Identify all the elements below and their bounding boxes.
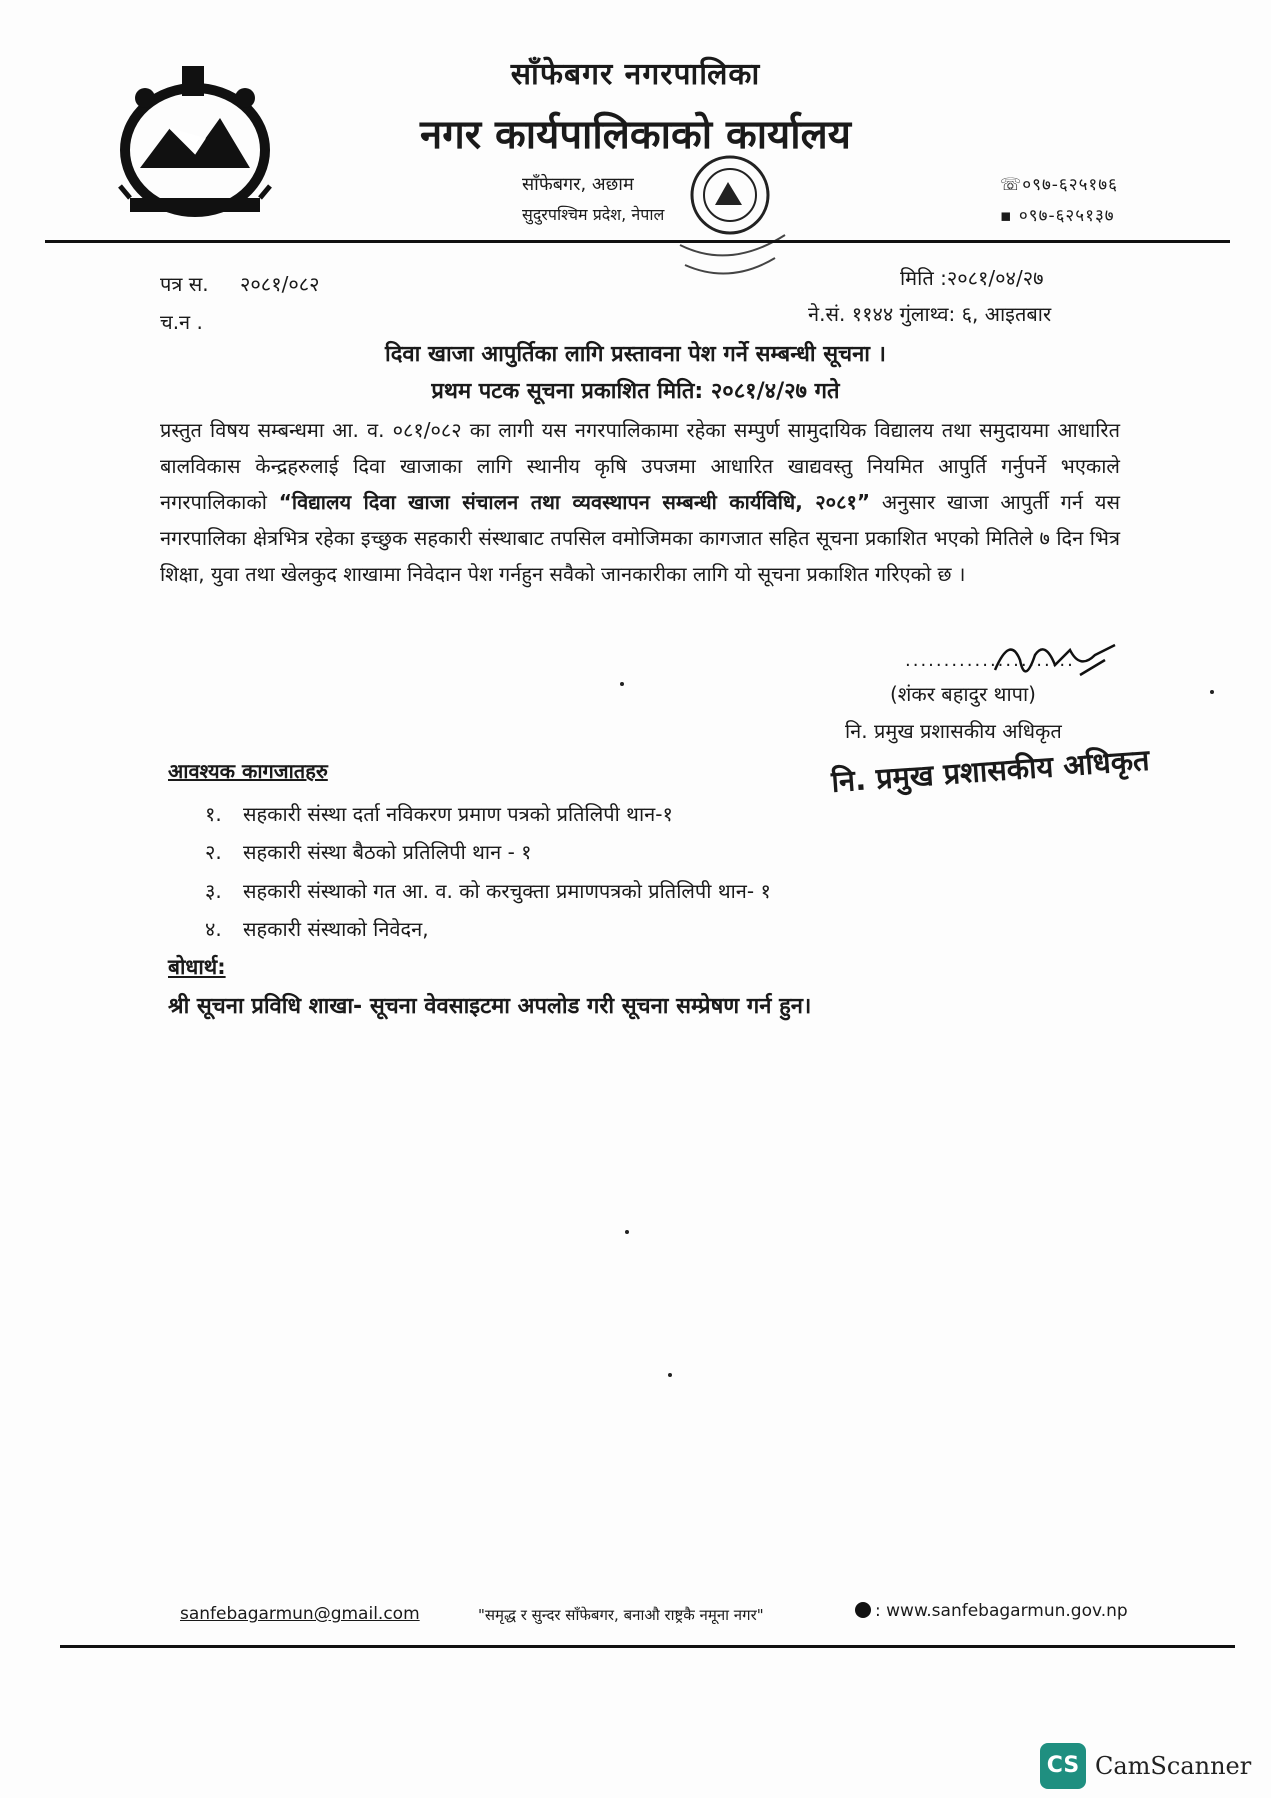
scan-speck — [625, 1230, 629, 1234]
municipality-name: साँफेबगर नगरपालिका — [510, 57, 761, 92]
first-publication-date: प्रथम पटक सूचना प्रकाशित मिति: २०८१/४/२७ गते — [431, 379, 840, 404]
signatory-stamp: नि. प्रमुख प्रशासकीय अधिकृत — [830, 742, 1151, 799]
bodhartha-recipient: श्री सूचना प्रविधि शाखा- सूचना वेवसाइटमा अपलोड गरी सूचना सम्प्रेषण गर्न हुन। — [168, 994, 812, 1019]
signature-dots: ...................... — [905, 650, 1075, 671]
signatory-title: नि. प्रमुख प्रशासकीय अधिकृत — [845, 719, 1062, 743]
letter-date: मिति :२०८१/०४/२७ — [900, 266, 1044, 290]
globe-icon — [855, 1602, 871, 1618]
address-line-1: साँफेबगर, अछाम — [522, 174, 634, 195]
bodhartha-heading: बोधार्थ: — [168, 955, 226, 979]
notice-body-part-2: अनुसार खाजा आपुर्ती गर्न यस नगरपालिका क्षेत्रभित्र रहेका इच्छुक सहकारी संस्थाबाट तपसिल वमोजिमका कागजात सहित सूचना प्रकाशित भएको मितिले ७ दिन भित्र शिक्षा, युवा तथा खेलकुद शाखामा निवेदान पेश गर्नहुन सवैको जानकारीका लागि यो सूचना प्रकाशित गरिएको छ । — [160, 490, 1121, 586]
camscanner-watermark: CamScanner — [1095, 1752, 1252, 1780]
address-line-2: सुदुरपश्चिम प्रदेश, नेपाल — [522, 205, 665, 224]
document-item: २. सहकारी संस्था बैठको प्रतिलिपी थान - १ — [205, 840, 532, 864]
document-item: ४. सहकारी संस्थाको निवेदन, — [205, 917, 429, 941]
office-name: नगर कार्यपालिकाको कार्यालय — [420, 112, 851, 158]
scan-speck — [1210, 690, 1214, 694]
scan-speck — [620, 682, 624, 686]
document-item: ३. सहकारी संस्थाको गत आ. व. को करचुक्ता प्रमाणपत्रको प्रतिलिपी थान- १ — [205, 879, 771, 903]
reference-label: पत्र स. — [160, 272, 209, 296]
reference-number: २०८१/०८२ — [240, 272, 320, 296]
footer-divider — [60, 1645, 1235, 1648]
municipality-motto: "समृद्ध र सुन्दर साँफेबगर, बनाऔ राष्ट्रकै नमूना नगर" — [478, 1606, 764, 1624]
dispatch-number-label: च.न . — [160, 310, 203, 334]
nepal-sambat-date: ने.सं. ११४४ गुंलाथ्व: ६, आइतबार — [808, 302, 1052, 326]
notice-body-part-1: प्रस्तुत विषय सम्बन्धमा आ. व. ०८१/०८२ का लागी यस नगरपालिकामा रहेका सम्पुर्ण सामुदायिक विद्यालय तथा समुदायमा आधारित बालविकास केन्द्रहरुलाई दिवा खाजाका लागि स्थानीय कृषि उपजमा आधारित खाद्यवस्तु नियमित आपुर्ति गर्नुपर्ने भएकाले नगरपालिकाको — [160, 418, 1120, 514]
signatory-name: (शंकर बहादुर थापा) — [890, 682, 1036, 706]
notice-subject: दिवा खाजा आपुर्तिका लागि प्रस्तावना पेश गर्ने सम्बन्धी सूचना । — [385, 342, 886, 367]
website-link[interactable]: : www.sanfebagarmun.gov.np — [855, 1601, 1128, 1621]
office-seal-icon — [660, 150, 805, 300]
phone-number: ☏०९७-६२५१७६ — [1000, 175, 1118, 195]
document-item: १. सहकारी संस्था दर्ता नविकरण प्रमाण पत्रको प्रतिलिपी थान-१ — [205, 802, 673, 826]
email-link[interactable]: sanfebagarmun@gmail.com — [180, 1604, 420, 1624]
notice-body — [160, 412, 1120, 592]
required-documents-heading: आवश्यक कागजातहरु — [168, 759, 328, 783]
header-divider — [45, 240, 1230, 243]
camscanner-logo-icon: CS — [1040, 1743, 1086, 1789]
fax-number: ▪ ०९७-६२५१३७ — [1000, 206, 1115, 226]
notice-body-procedure-title: “विद्यालय दिवा खाजा संचालन तथा व्यवस्थापन सम्बन्धी कार्यविधि, २०८१” — [278, 490, 871, 514]
scan-speck — [668, 1373, 672, 1377]
